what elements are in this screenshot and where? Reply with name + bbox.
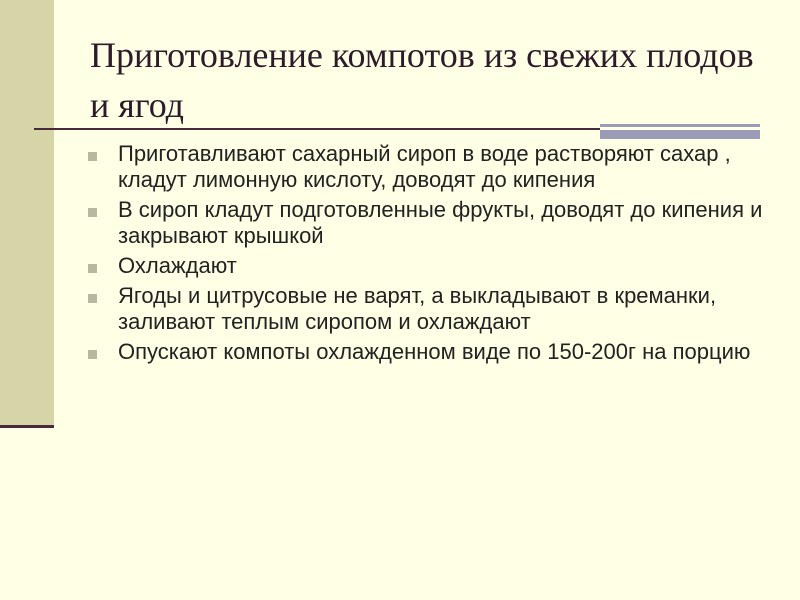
side-band — [0, 0, 54, 425]
square-bullet-icon — [88, 152, 97, 161]
list-item — [88, 197, 768, 249]
square-bullet-icon — [88, 264, 97, 273]
bullet-list — [88, 141, 768, 369]
square-bullet-icon — [88, 350, 97, 359]
bullet-text: Опускают компоты охлажденном виде по 150-200г на порцию — [118, 339, 751, 364]
bullet-text: Охлаждают — [118, 253, 237, 278]
slide-title: Приготовление компотов из свежих плодов и ягод — [90, 35, 754, 125]
list-item — [88, 141, 768, 193]
list-item — [88, 283, 768, 335]
bullet-text: В сироп кладут подготовленные фрукты, доводят до кипения и закрывают крышкой — [118, 197, 763, 248]
bullet-text: Ягоды и цитрусовые не варят, а выкладывают в креманки, заливают теплым сиропом и охлаждают — [118, 283, 717, 334]
square-bullet-icon — [88, 208, 97, 217]
side-band-rule — [0, 425, 54, 428]
list-item — [88, 339, 768, 365]
square-bullet-icon — [88, 294, 97, 303]
title-accent-gap — [600, 127, 760, 130]
bullet-text: Приготавливают сахарный сироп в воде растворяют сахар , кладут лимонную кислоту, доводят до кипения — [118, 141, 731, 192]
list-item — [88, 253, 768, 279]
